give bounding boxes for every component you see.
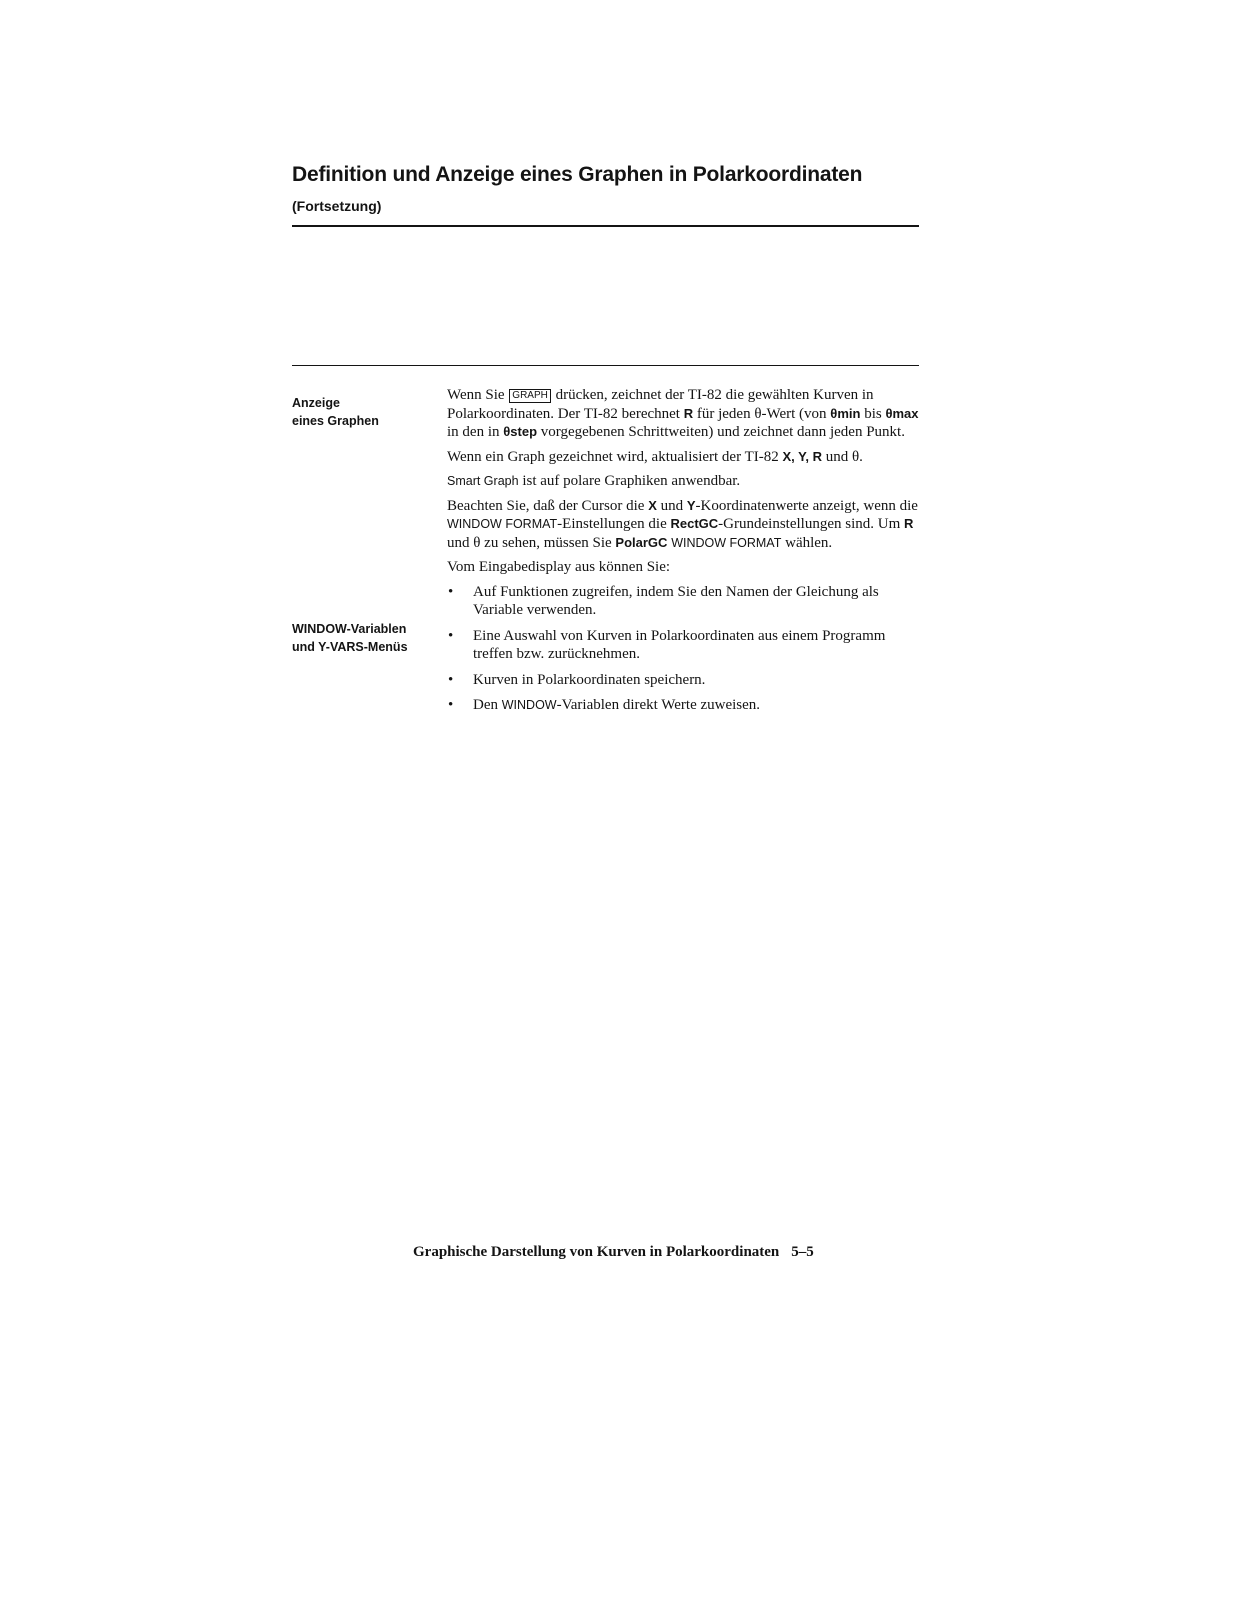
text: Wenn ein Graph gezeichnet wird, aktualisiert der TI-82 <box>447 448 783 465</box>
graph-key-icon: GRAPH <box>509 389 551 403</box>
term-smart-graph: Smart Graph <box>447 474 519 488</box>
text: für jeden θ-Wert (von <box>693 405 831 422</box>
page-subtitle: (Fortsetzung) <box>292 198 382 214</box>
bullet-icon: • <box>448 627 454 644</box>
text: -Koordinatenwerte anzeigt, wenn die <box>695 497 918 514</box>
paragraph-graph-key <box>447 386 922 442</box>
body-column <box>447 386 922 722</box>
list-item <box>447 696 922 715</box>
text: bis <box>860 405 886 422</box>
section-rule <box>292 365 919 366</box>
text: -Grundeinstellungen sind. Um <box>718 516 904 532</box>
term-theta-min: θmin <box>830 405 861 421</box>
header-rule <box>292 225 919 227</box>
term-polargc: PolarGC <box>615 534 668 550</box>
term-r: R <box>903 516 914 531</box>
text: Beachten Sie, daß der Cursor die <box>447 497 649 514</box>
text: in den in <box>447 424 504 440</box>
text: und <box>656 497 687 514</box>
bullet-icon: • <box>448 671 454 688</box>
text: Eine Auswahl von Kurven in Polarkoordinaten aus einem Programm treffen bzw. zurücknehmen. <box>473 627 886 662</box>
paragraph-intro: Vom Eingabedisplay aus können Sie: <box>447 559 671 575</box>
list-item <box>447 583 922 620</box>
side-heading-anzeige <box>292 394 379 430</box>
text: -Einstellungen die <box>557 516 671 532</box>
side-heading-line: WINDOW-Variablen <box>292 622 407 636</box>
text: und θ zu sehen, müssen Sie <box>447 534 616 551</box>
term-theta-max: θmax <box>885 405 919 421</box>
text: -Variablen direkt Werte zuweisen. <box>556 697 761 713</box>
paragraph-smart-graph <box>447 472 922 491</box>
text: Wenn Sie <box>447 387 509 403</box>
term-x: X <box>648 497 657 513</box>
term-y: Y <box>686 497 696 513</box>
side-heading-line: eines Graphen <box>292 414 379 428</box>
term-window-format: WINDOW FORMAT <box>447 517 558 531</box>
paragraph-cursor <box>447 497 922 553</box>
bullet-icon: • <box>448 697 454 713</box>
side-heading-line: Anzeige <box>292 396 340 410</box>
page-number: 5–5 <box>791 1244 814 1260</box>
text: drücken, zeichnet der TI-82 die gewählten Kurven in Polarkoordinaten. Der TI-82 berechnet <box>447 387 874 422</box>
footer-chapter: Graphische Darstellung von Kurven in Polarkoordinaten <box>413 1244 780 1260</box>
term-window: WINDOW <box>501 698 557 712</box>
paragraph-update <box>447 448 922 467</box>
text: Auf Funktionen zugreifen, indem Sie den Namen der Gleichung als Variable verwenden. <box>473 583 879 618</box>
term-theta-step: θstep <box>503 424 538 439</box>
bullet-list <box>447 583 922 715</box>
term-window-format: WINDOW FORMAT <box>671 535 782 550</box>
text: vorgegebenen Schrittweiten) und zeichnet dann jeden Punkt. <box>537 424 905 440</box>
text: wählen. <box>781 534 833 551</box>
term-xyr: X, Y, R <box>782 448 822 464</box>
text: Kurven in Polarkoordinaten speichern. <box>473 671 706 688</box>
list-item <box>447 627 922 664</box>
text: Den <box>473 697 502 713</box>
side-heading-window-variablen <box>292 620 408 656</box>
list-item <box>447 671 922 690</box>
side-heading-line: und Y-VARS-Menüs <box>292 640 408 654</box>
page-title: Definition und Anzeige eines Graphen in Polarkoordinaten <box>292 163 863 186</box>
term-rectgc: RectGC <box>670 516 719 531</box>
text: ist auf polare Graphiken anwendbar. <box>518 473 741 489</box>
term-r: R <box>683 405 694 421</box>
text: und θ. <box>822 448 863 465</box>
bullet-icon: • <box>448 583 454 600</box>
page-footer <box>413 1244 814 1261</box>
